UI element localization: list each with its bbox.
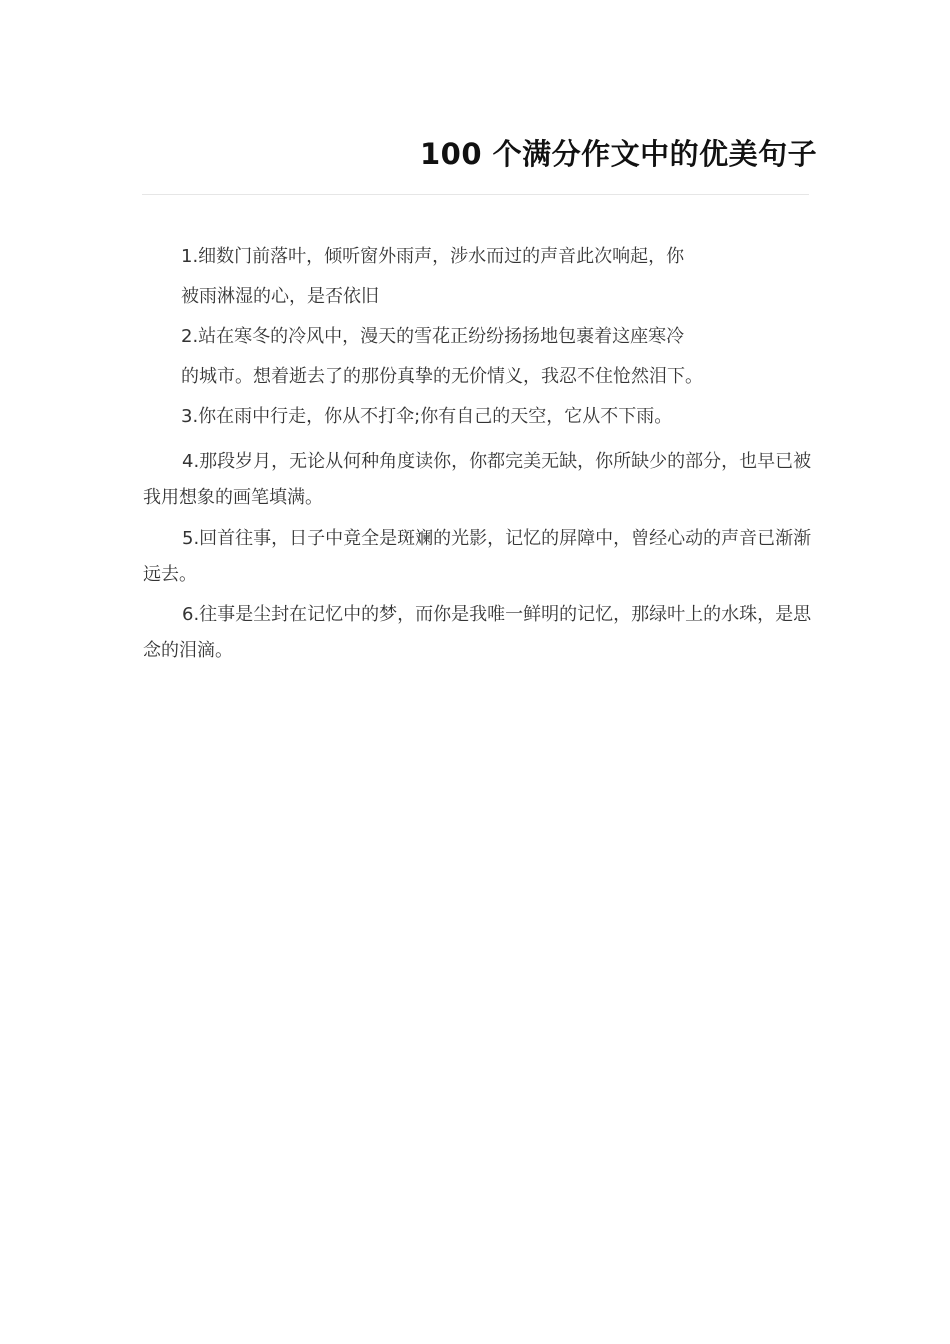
sentence-paragraph: 6.往事是尘封在记忆中的梦，而你是我唯一鲜明的记忆，那绿叶上的水珠，是思念的泪滴。 xyxy=(143,604,812,661)
sentence-line: 3.你在雨中行走，你从不打伞;你有自己的天空，它从不下雨。 xyxy=(181,406,673,427)
sentence-line: 1.细数门前落叶，倾听窗外雨声，涉水而过的声音此次响起，你 xyxy=(181,246,685,267)
sentence-paragraph: 5.回首往事，日子中竟全是斑斓的光影，记忆的屏障中，曾经心动的声音已渐渐远去。 xyxy=(143,528,812,585)
title-divider xyxy=(142,194,809,195)
sentence-line: 被雨淋湿的心，是否依旧 xyxy=(181,286,379,307)
sentence-paragraph: 4.那段岁月，无论从何种角度读你，你都完美无缺，你所缺少的部分，也早已被我用想象的画笔填满。 xyxy=(143,451,812,508)
sentence-line: 2.站在寒冬的冷风中，漫天的雪花正纷纷扬扬地包裹着这座寒冷 xyxy=(181,326,685,347)
document-title: 100 个满分作文中的优美句子 xyxy=(420,137,818,171)
sentence-line: 的城市。想着逝去了的那份真挚的无价情义，我忍不住怆然泪下。 xyxy=(181,366,703,387)
